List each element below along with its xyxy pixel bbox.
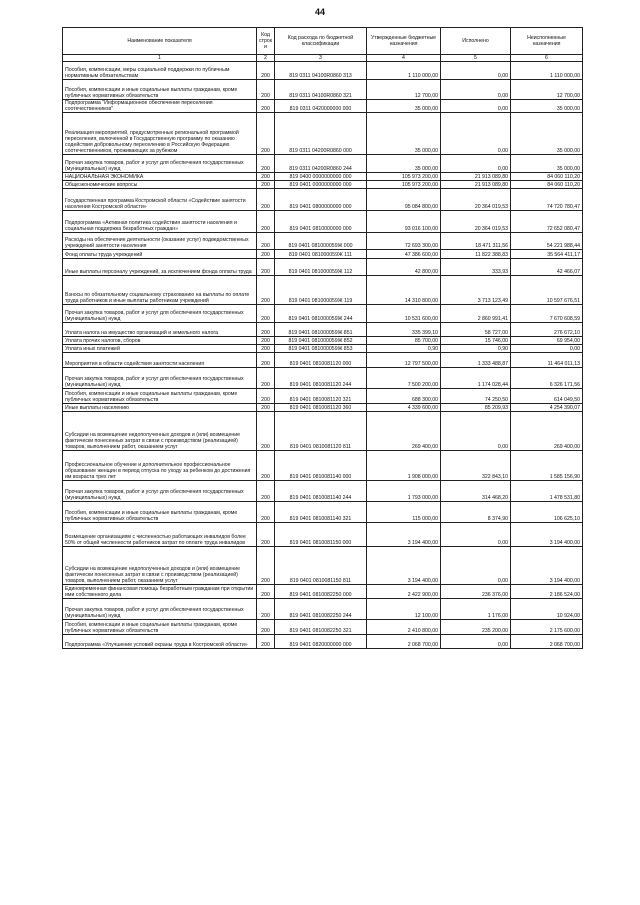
approved-amount: 105 973 200,00 <box>367 173 441 181</box>
budget-code: 819 0401 0810081120 244 <box>275 368 367 389</box>
unexecuted-amount: 3 194 400,00 <box>511 523 583 547</box>
approved-amount: 47 386 600,00 <box>367 250 441 259</box>
table-row <box>63 305 583 323</box>
budget-code: 819 0401 0810082250 244 <box>275 599 367 620</box>
column-index-row <box>63 55 583 62</box>
executed-amount: 0,00 <box>441 635 511 649</box>
executed-amount: 1 176,00 <box>441 599 511 620</box>
unexecuted-amount: 84 060 110,20 <box>511 181 583 189</box>
row-code: 200 <box>257 181 275 189</box>
executed-amount: 322 843,10 <box>441 451 511 481</box>
table-row <box>63 250 583 259</box>
executed-amount: 0,00 <box>441 547 511 585</box>
table-row <box>63 389 583 404</box>
unexecuted-amount: 35 000,00 <box>511 155 583 173</box>
budget-code: 819 0401 0810081150 000 <box>275 523 367 547</box>
row-code: 200 <box>257 599 275 620</box>
unexecuted-amount: 35 000,00 <box>511 113 583 155</box>
approved-amount: 35 000,00 <box>367 100 441 113</box>
budget-code: 819 0311 04200R0860 000 <box>275 113 367 155</box>
table-row <box>63 481 583 502</box>
indicator-name: Фонд оплаты труда учреждений <box>63 250 257 259</box>
indicator-name: Подпрограмма «Активная политика содействия занятости населения и социальная поддержка безработных граждан» <box>63 211 257 233</box>
table-row <box>63 323 583 337</box>
header-row-code: Код строк и <box>257 28 275 55</box>
table-row <box>63 337 583 345</box>
executed-amount: 2 860 991,41 <box>441 305 511 323</box>
budget-code: 819 0401 0810081120 321 <box>275 389 367 404</box>
indicator-name: Прочая закупка товаров, работ и услуг для обеспечения государственных (муниципальных) нужд <box>63 481 257 502</box>
row-code: 200 <box>257 635 275 649</box>
indicator-name: Уплата иных платежей <box>63 345 257 353</box>
executed-amount: 0,00 <box>441 100 511 113</box>
approved-amount: 115 000,00 <box>367 502 441 523</box>
row-code: 200 <box>257 389 275 404</box>
table-row <box>63 635 583 649</box>
table-row <box>63 547 583 585</box>
unexecuted-amount: 0,00 <box>511 345 583 353</box>
indicator-name: Субсидии на возмещение недополученных доходов и (или) возмещение фактически понесенных затрат в связи с производством (реализацией) товаров, выполнением работ, оказанием услуг <box>63 412 257 451</box>
row-code: 200 <box>257 113 275 155</box>
budget-code: 819 0401 0810081150 811 <box>275 547 367 585</box>
unexecuted-amount: 106 625,10 <box>511 502 583 523</box>
table-row <box>63 353 583 368</box>
executed-amount: 21 913 089,80 <box>441 173 511 181</box>
row-code: 200 <box>257 547 275 585</box>
executed-amount: 235 200,00 <box>441 620 511 635</box>
executed-amount: 236 376,00 <box>441 585 511 599</box>
unexecuted-amount: 11 464 011,13 <box>511 353 583 368</box>
table-row <box>63 113 583 155</box>
approved-amount: 35 000,00 <box>367 155 441 173</box>
unexecuted-amount: 2 186 524,00 <box>511 585 583 599</box>
indicator-name: Пособия, компенсации и иные социальные выплаты гражданам, кроме публичных нормативных обязательств <box>63 620 257 635</box>
indicator-name: Пособия, компенсации, меры социальной поддержки по публичным нормативным обязательствам <box>63 62 257 80</box>
budget-code: 819 0401 0810081120 811 <box>275 412 367 451</box>
executed-amount: 0,90 <box>441 345 511 353</box>
executed-amount: 0,00 <box>441 155 511 173</box>
row-code: 200 <box>257 189 275 211</box>
approved-amount: 1 110 000,00 <box>367 62 441 80</box>
indicator-name: Государственная программа Костромской области «Содействие занятости населения Костромской области» <box>63 189 257 211</box>
approved-amount: 3 194 400,00 <box>367 523 441 547</box>
indicator-name: Профессиональное обучение и дополнительное профессиональное образование женщин в период отпуска по уходу за ребенком до достижения им возраста трех лет <box>63 451 257 481</box>
table-row <box>63 100 583 113</box>
unexecuted-amount: 614 049,50 <box>511 389 583 404</box>
budget-code: 819 0401 0810082250 321 <box>275 620 367 635</box>
unexecuted-amount: 7 670 608,59 <box>511 305 583 323</box>
indicator-name: Уплата налога на имущество организаций и земельного налога <box>63 323 257 337</box>
row-code: 200 <box>257 250 275 259</box>
approved-amount: 10 531 600,00 <box>367 305 441 323</box>
approved-amount: 2 410 800,00 <box>367 620 441 635</box>
unexecuted-amount: 3 194 400,00 <box>511 547 583 585</box>
row-code: 200 <box>257 337 275 345</box>
col-index: 6 <box>511 55 583 62</box>
approved-amount: 95 084 800,00 <box>367 189 441 211</box>
unexecuted-amount: 2 175 600,00 <box>511 620 583 635</box>
table-row <box>63 412 583 451</box>
executed-amount: 3 713 123,49 <box>441 276 511 305</box>
budget-code: 819 0401 081000059Ж 119 <box>275 276 367 305</box>
approved-amount: 12 700,00 <box>367 80 441 100</box>
row-code: 200 <box>257 276 275 305</box>
unexecuted-amount: 35 000,00 <box>511 100 583 113</box>
budget-code: 819 0401 081000059Ж 853 <box>275 345 367 353</box>
approved-amount: 3 194 400,00 <box>367 547 441 585</box>
budget-code: 819 0311 04100R0860 313 <box>275 62 367 80</box>
row-code: 200 <box>257 620 275 635</box>
indicator-name: Прочая закупка товаров, работ и услуг для обеспечения государственных (муниципальных) нужд <box>63 599 257 620</box>
approved-amount: 1 908 000,00 <box>367 451 441 481</box>
header-executed: Исполнено <box>441 28 511 55</box>
table-row <box>63 233 583 250</box>
unexecuted-amount: 6 326 171,56 <box>511 368 583 389</box>
row-code: 200 <box>257 404 275 412</box>
approved-amount: 1 793 000,00 <box>367 481 441 502</box>
executed-amount: 1 174 028,44 <box>441 368 511 389</box>
col-index: 5 <box>441 55 511 62</box>
approved-amount: 42 800,00 <box>367 259 441 276</box>
row-code: 200 <box>257 353 275 368</box>
table-row <box>63 368 583 389</box>
executed-amount: 58 727,00 <box>441 323 511 337</box>
executed-amount: 20 364 019,53 <box>441 211 511 233</box>
approved-amount: 4 339 600,00 <box>367 404 441 412</box>
row-code: 200 <box>257 233 275 250</box>
row-code: 200 <box>257 451 275 481</box>
col-index: 4 <box>367 55 441 62</box>
executed-amount: 0,00 <box>441 412 511 451</box>
approved-amount: 335 399,10 <box>367 323 441 337</box>
indicator-name: Расходы на обеспечение деятельности (оказание услуг) подведомственных учреждений занятости населения <box>63 233 257 250</box>
budget-code: 819 0401 0820000000 000 <box>275 635 367 649</box>
approved-amount: 688 300,00 <box>367 389 441 404</box>
unexecuted-amount: 84 060 110,20 <box>511 173 583 181</box>
budget-code: 819 0311 04200R0860 244 <box>275 155 367 173</box>
budget-code: 819 0311 0420000000 000 <box>275 100 367 113</box>
indicator-name: Подпрограмма «Улучшение условий охраны труда в Костромской области» <box>63 635 257 649</box>
budget-code: 819 0401 0810082250 000 <box>275 585 367 599</box>
row-code: 200 <box>257 62 275 80</box>
col-index: 1 <box>63 55 257 62</box>
executed-amount: 18 471 311,56 <box>441 233 511 250</box>
indicator-name: Общеэкономические вопросы <box>63 181 257 189</box>
table-row <box>63 404 583 412</box>
executed-amount: 0,00 <box>441 113 511 155</box>
table-row <box>63 189 583 211</box>
executed-amount: 0,00 <box>441 62 511 80</box>
budget-code: 819 0401 081000059Ж 112 <box>275 259 367 276</box>
unexecuted-amount: 74 720 780,47 <box>511 189 583 211</box>
table-row <box>63 259 583 276</box>
approved-amount: 2 068 700,00 <box>367 635 441 649</box>
unexecuted-amount: 1 585 156,90 <box>511 451 583 481</box>
approved-amount: 35 000,00 <box>367 113 441 155</box>
unexecuted-amount: 276 672,10 <box>511 323 583 337</box>
approved-amount: 14 310 800,00 <box>367 276 441 305</box>
unexecuted-amount: 1 478 531,80 <box>511 481 583 502</box>
table-row <box>63 620 583 635</box>
executed-amount: 74 250,50 <box>441 389 511 404</box>
budget-code: 819 0401 081000059Ж 000 <box>275 233 367 250</box>
approved-amount: 2 422 900,00 <box>367 585 441 599</box>
unexecuted-amount: 2 068 700,00 <box>511 635 583 649</box>
unexecuted-amount: 54 221 988,44 <box>511 233 583 250</box>
table-row <box>63 585 583 599</box>
header-budget-code: Код расхода по бюджетной классификации <box>275 28 367 55</box>
approved-amount: 105 973 200,00 <box>367 181 441 189</box>
approved-amount: 12 797 500,00 <box>367 353 441 368</box>
indicator-name: Пособия, компенсации и иные социальные выплаты гражданам, кроме публичных нормативных обязательств <box>63 389 257 404</box>
row-code: 200 <box>257 368 275 389</box>
executed-amount: 0,00 <box>441 80 511 100</box>
row-code: 200 <box>257 259 275 276</box>
table-row <box>63 599 583 620</box>
header-unexecuted: Неисполненные назначения <box>511 28 583 55</box>
table-row <box>63 502 583 523</box>
row-code: 200 <box>257 155 275 173</box>
approved-amount: 85 700,00 <box>367 337 441 345</box>
executed-amount: 15 746,00 <box>441 337 511 345</box>
header-row <box>63 28 583 55</box>
budget-code: 819 0401 0810081140 244 <box>275 481 367 502</box>
unexecuted-amount: 10 924,00 <box>511 599 583 620</box>
indicator-name: Субсидии на возмещение недополученных доходов и (или) возмещение фактически понесенных затрат в связи с производством (реализацией) товаров, выполнением работ, оказанием услуг <box>63 547 257 585</box>
header-approved: Утвержденные бюджетные назначения <box>367 28 441 55</box>
indicator-name: Пособия, компенсации и иные социальные выплаты гражданам, кроме публичных нормативных обязательств <box>63 502 257 523</box>
executed-amount: 8 374,90 <box>441 502 511 523</box>
unexecuted-amount: 72 652 080,47 <box>511 211 583 233</box>
indicator-name: НАЦИОНАЛЬНАЯ ЭКОНОМИКА <box>63 173 257 181</box>
row-code: 200 <box>257 100 275 113</box>
indicator-name: Прочая закупка товаров, работ и услуг для обеспечения государственных (муниципальных) нужд <box>63 155 257 173</box>
executed-amount: 314 468,20 <box>441 481 511 502</box>
indicator-name: Возмещение организациям с численностью работающих инвалидов более 50% от общей численности работников затрат по оплате труда инвалидов <box>63 523 257 547</box>
budget-code: 819 0401 081000059Ж 244 <box>275 305 367 323</box>
executed-amount: 20 364 019,53 <box>441 189 511 211</box>
row-code: 200 <box>257 211 275 233</box>
row-code: 200 <box>257 323 275 337</box>
approved-amount: 0,90 <box>367 345 441 353</box>
page-number: 44 <box>314 7 325 17</box>
indicator-name: Прочая закупка товаров, работ и услуг для обеспечения государственных (муниципальных) нужд <box>63 305 257 323</box>
executed-amount: 1 333 488,87 <box>441 353 511 368</box>
budget-code: 819 0401 0810081140 000 <box>275 451 367 481</box>
col-index: 3 <box>275 55 367 62</box>
budget-code: 819 0401 0000000000 000 <box>275 181 367 189</box>
approved-amount: 12 100,00 <box>367 599 441 620</box>
col-index: 2 <box>257 55 275 62</box>
budget-code: 819 0401 0810000000 000 <box>275 211 367 233</box>
row-code: 200 <box>257 412 275 451</box>
budget-code: 819 0401 081000059Ж 111 <box>275 250 367 259</box>
budget-code: 819 0401 081000059Ж 851 <box>275 323 367 337</box>
indicator-name: Прочая закупка товаров, работ и услуг для обеспечения государственных (муниципальных) нужд <box>63 368 257 389</box>
row-code: 200 <box>257 585 275 599</box>
unexecuted-amount: 269 400,00 <box>511 412 583 451</box>
table-row <box>63 211 583 233</box>
budget-code: 819 0401 0810081140 321 <box>275 502 367 523</box>
approved-amount: 72 693 300,00 <box>367 233 441 250</box>
executed-amount: 0,00 <box>441 523 511 547</box>
unexecuted-amount: 4 254 390,07 <box>511 404 583 412</box>
row-code: 200 <box>257 305 275 323</box>
indicator-name: Мероприятия в области содействия занятости населения <box>63 353 257 368</box>
approved-amount: 93 016 100,00 <box>367 211 441 233</box>
table-row <box>63 451 583 481</box>
indicator-name: Пособия, компенсации и иные социальные выплаты гражданам, кроме публичных нормативных обязательств <box>63 80 257 100</box>
indicator-name: Единовременная финансовая помощь безработным гражданам при открытии ими собственного дела <box>63 585 257 599</box>
table-row <box>63 155 583 173</box>
row-code: 200 <box>257 523 275 547</box>
executed-amount: 85 209,93 <box>441 404 511 412</box>
unexecuted-amount: 35 564 411,17 <box>511 250 583 259</box>
unexecuted-amount: 12 700,00 <box>511 80 583 100</box>
budget-code: 819 0401 081000059Ж 852 <box>275 337 367 345</box>
approved-amount: 7 500 200,00 <box>367 368 441 389</box>
budget-code: 819 0401 0810081120 000 <box>275 353 367 368</box>
unexecuted-amount: 1 110 000,00 <box>511 62 583 80</box>
indicator-name: Иные выплаты персоналу учреждений, за исключением фонда оплаты труда <box>63 259 257 276</box>
row-code: 200 <box>257 502 275 523</box>
table-row <box>63 276 583 305</box>
table-row <box>63 523 583 547</box>
executed-amount: 333,93 <box>441 259 511 276</box>
row-code: 200 <box>257 345 275 353</box>
unexecuted-amount: 69 954,00 <box>511 337 583 345</box>
budget-code: 819 0400 0000000000 000 <box>275 173 367 181</box>
row-code: 200 <box>257 80 275 100</box>
approved-amount: 269 400,00 <box>367 412 441 451</box>
unexecuted-amount: 10 597 676,51 <box>511 276 583 305</box>
budget-code: 819 0311 04100R0860 321 <box>275 80 367 100</box>
budget-code: 819 0401 0800000000 000 <box>275 189 367 211</box>
table-row <box>63 80 583 100</box>
executed-amount: 21 913 089,80 <box>441 181 511 189</box>
indicator-name: Реализация мероприятий, предусмотренных региональной программой переселения, включенной в Государственную программу по оказанию содействия добровольному переселению в Российскую Федерацию соотечественников, проживающих за рубежом <box>63 113 257 155</box>
executed-amount: 11 822 388,83 <box>441 250 511 259</box>
table-row <box>63 345 583 353</box>
budget-code: 819 0401 0810081120 360 <box>275 404 367 412</box>
table-row <box>63 62 583 80</box>
indicator-name: Взносы по обязательному социальному страхованию на выплаты по оплате труда работников и иные выплаты работникам учреждений <box>63 276 257 305</box>
table-row <box>63 181 583 189</box>
row-code: 200 <box>257 173 275 181</box>
indicator-name: Иные выплаты населению <box>63 404 257 412</box>
row-code: 200 <box>257 481 275 502</box>
unexecuted-amount: 42 466,07 <box>511 259 583 276</box>
indicator-name: Уплата прочих налогов, сборов <box>63 337 257 345</box>
indicator-name: Подпрограмма "Информационное обеспечение переселения соотечественников" <box>63 100 257 113</box>
budget-execution-table <box>62 27 583 649</box>
table-row <box>63 173 583 181</box>
header-name: Наименование показателя <box>63 28 257 55</box>
